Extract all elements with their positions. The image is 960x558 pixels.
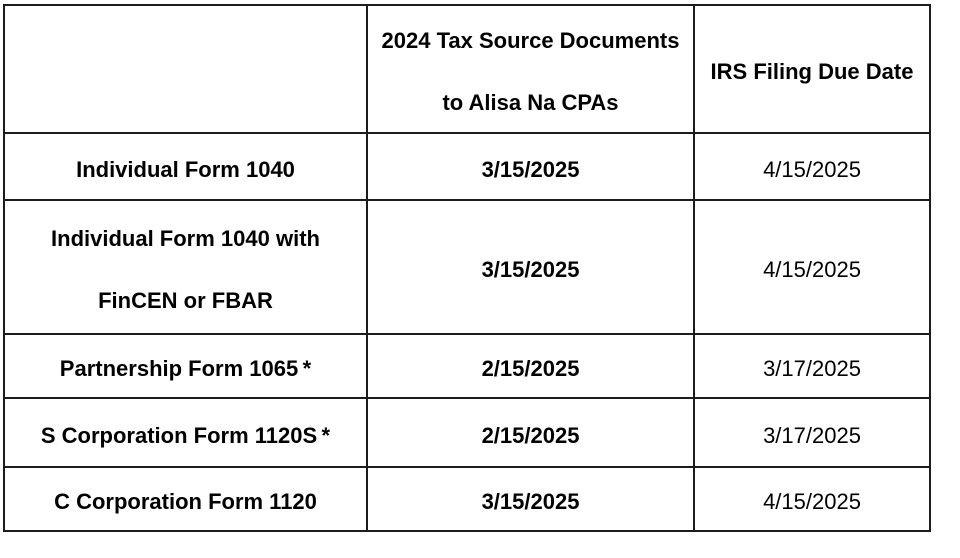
form-label-line2: FinCEN or FBAR	[98, 288, 273, 313]
irs-due-cell	[694, 334, 930, 398]
irs-due-cell	[694, 133, 930, 200]
irs-due-cell	[694, 398, 930, 467]
source-due-date: 2/15/2025	[481, 356, 580, 382]
irs-due-date: 4/15/2025	[763, 257, 861, 283]
source-due-date: 3/15/2025	[481, 156, 580, 182]
table-row	[4, 334, 930, 398]
table-header-row	[4, 5, 930, 133]
irs-due-date: 3/17/2025	[763, 356, 861, 382]
form-label: Individual Form 1040	[76, 156, 295, 182]
header-empty-cell	[4, 5, 367, 133]
row-label-cell	[4, 398, 367, 467]
irs-due-cell	[694, 200, 930, 334]
table-row	[4, 398, 930, 467]
form-label-line1: Individual Form 1040 with	[51, 226, 320, 252]
table-row	[4, 133, 930, 200]
source-due-cell	[367, 200, 694, 334]
source-due-cell	[367, 467, 694, 531]
header-source-title-line1: 2024 Tax Source Documents	[381, 28, 680, 54]
source-due-date: 3/15/2025	[481, 257, 580, 283]
row-label-cell	[4, 133, 367, 200]
form-label: Partnership Form 1065 *	[59, 356, 312, 382]
source-due-cell	[367, 398, 694, 467]
row-label-cell	[4, 334, 367, 398]
row-label-cell	[4, 200, 367, 334]
form-label: S Corporation Form 1120S *	[40, 422, 331, 448]
source-due-date: 3/15/2025	[481, 489, 580, 515]
source-due-date: 2/15/2025	[481, 422, 580, 448]
form-label: C Corporation Form 1120	[54, 489, 317, 515]
irs-due-date: 3/17/2025	[763, 422, 861, 448]
irs-due-date: 4/15/2025	[763, 156, 861, 182]
tax-due-dates-table	[3, 4, 931, 532]
table-row	[4, 467, 930, 531]
header-irs-due-date-label: IRS Filing Due Date	[710, 59, 914, 85]
header-source-documents-cell	[367, 5, 694, 133]
source-due-cell	[367, 334, 694, 398]
irs-due-cell	[694, 467, 930, 531]
source-due-cell	[367, 133, 694, 200]
header-irs-due-date-cell	[694, 5, 930, 133]
row-label-cell	[4, 467, 367, 531]
header-source-title-line2: to Alisa Na CPAs	[442, 90, 619, 115]
irs-due-date: 4/15/2025	[763, 489, 861, 515]
table-row	[4, 200, 930, 334]
